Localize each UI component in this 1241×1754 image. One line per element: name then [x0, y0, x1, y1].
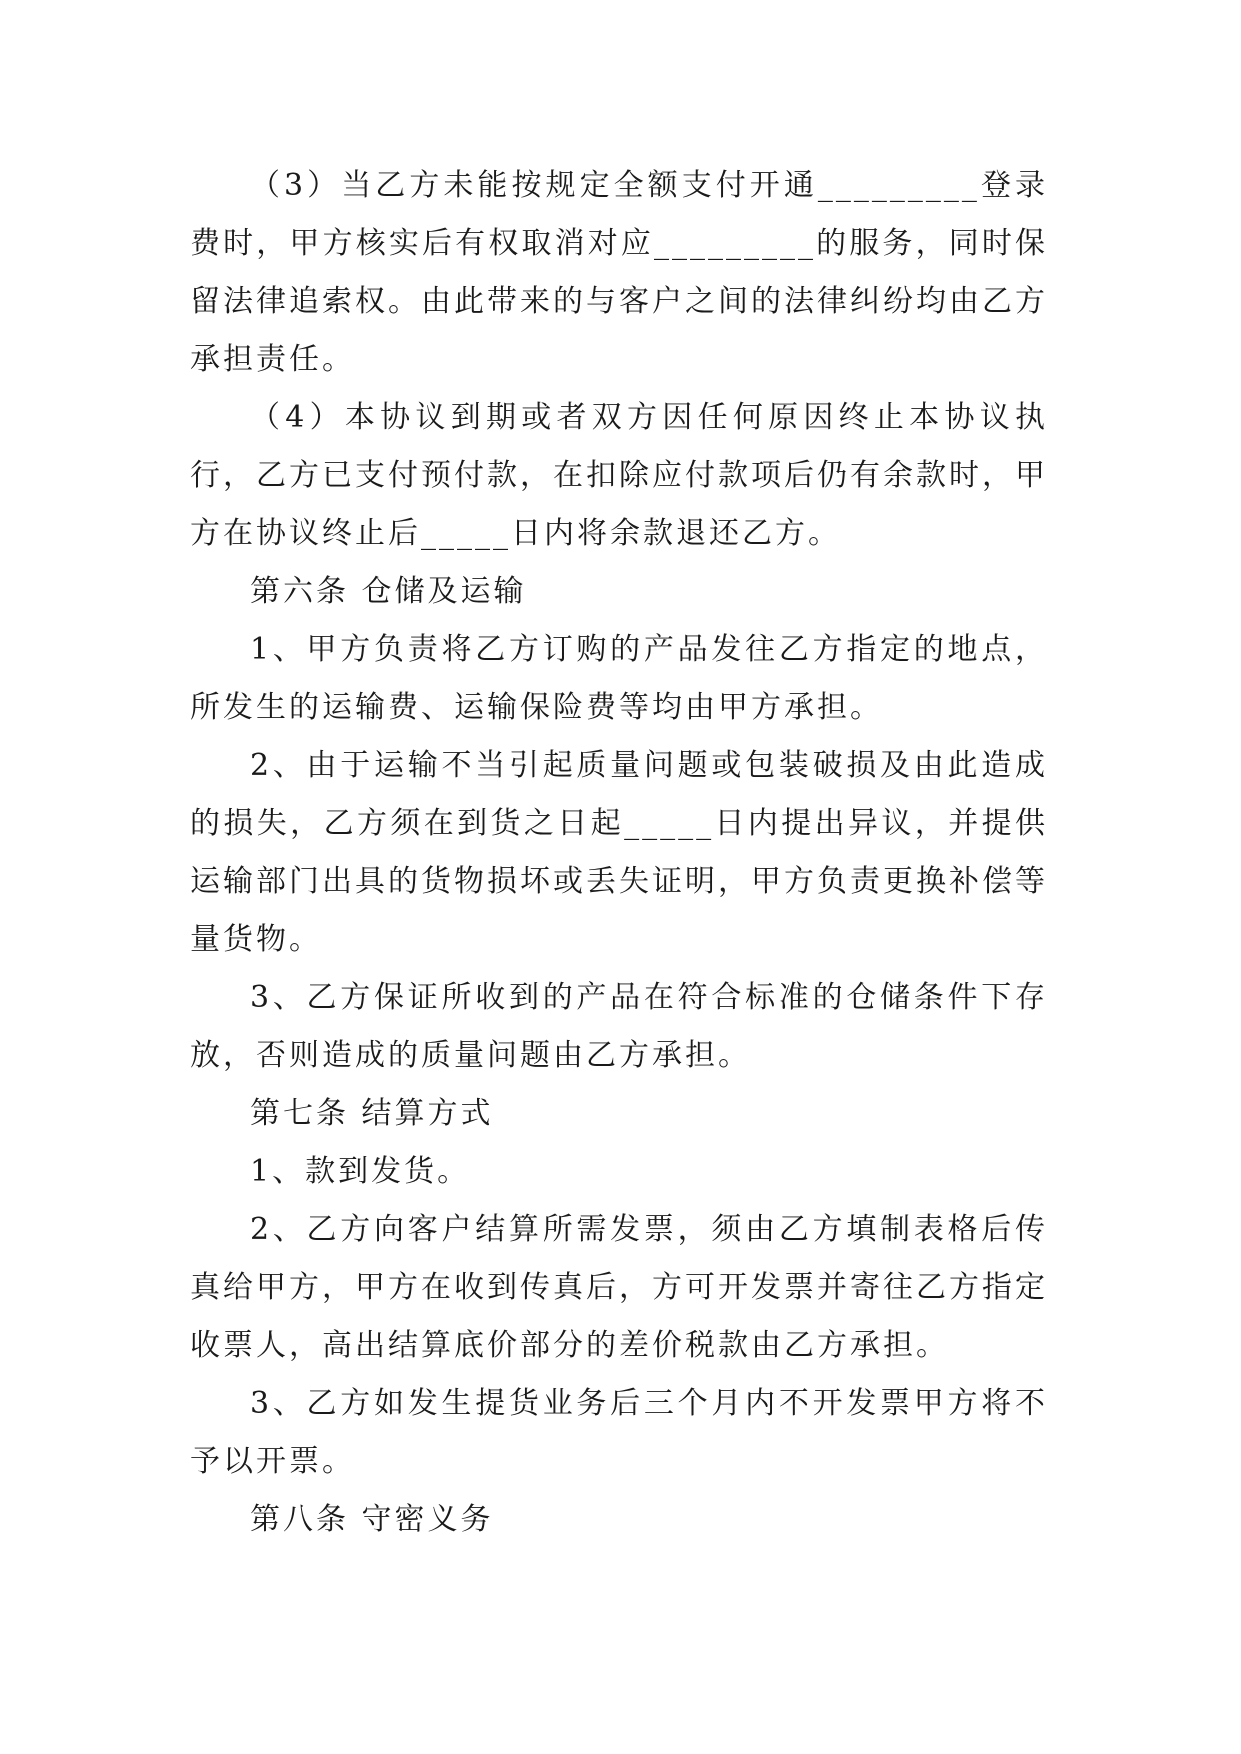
document-page [190, 157, 1048, 1549]
paragraph-article-6-item-2: 2、由于运输不当引起质量问题或包装破损及由此造成的损失，乙方须在到货之日起_____日内提出异议，并提供运输部门出具的货物损坏或丢失证明，甲方负责更换补偿等量货物。 [190, 748, 1048, 957]
section-heading-article-6: 第六条 仓储及运输 [250, 574, 527, 609]
paragraph-article-7-item-3: 3、乙方如发生提货业务后三个月内不开发票甲方将不予以开票。 [190, 1386, 1048, 1479]
paragraph-article-6-item-3: 3、乙方保证所收到的产品在符合标准的仓储条件下存放，否则造成的质量问题由乙方承担。 [190, 980, 1048, 1073]
paragraph-article-6-item-1: 1、甲方负责将乙方订购的产品发往乙方指定的地点，所发生的运输费、运输保险费等均由甲方承担。 [190, 632, 1048, 725]
paragraph-article-7-item-2: 2、乙方向客户结算所需发票，须由乙方填制表格后传真给甲方，甲方在收到传真后，方可开发票并寄往乙方指定收票人，高出结算底价部分的差价税款由乙方承担。 [190, 1212, 1048, 1363]
paragraph-article-7-item-1: 1、款到发货。 [250, 1154, 471, 1189]
paragraph-clause-3: （3）当乙方未能按规定全额支付开通_________登录费时，甲方核实后有权取消对应_________的服务，同时保留法律追索权。由此带来的与客户之间的法律纠纷均由乙方承担责任。 [190, 168, 1048, 377]
paragraph-clause-4: （4）本协议到期或者双方因任何原因终止本协议执行，乙方已支付预付款，在扣除应付款项后仍有余款时，甲方在协议终止后_____日内将余款退还乙方。 [190, 400, 1048, 551]
section-heading-article-7: 第七条 结算方式 [250, 1096, 494, 1131]
section-heading-article-8: 第八条 守密义务 [250, 1502, 494, 1537]
